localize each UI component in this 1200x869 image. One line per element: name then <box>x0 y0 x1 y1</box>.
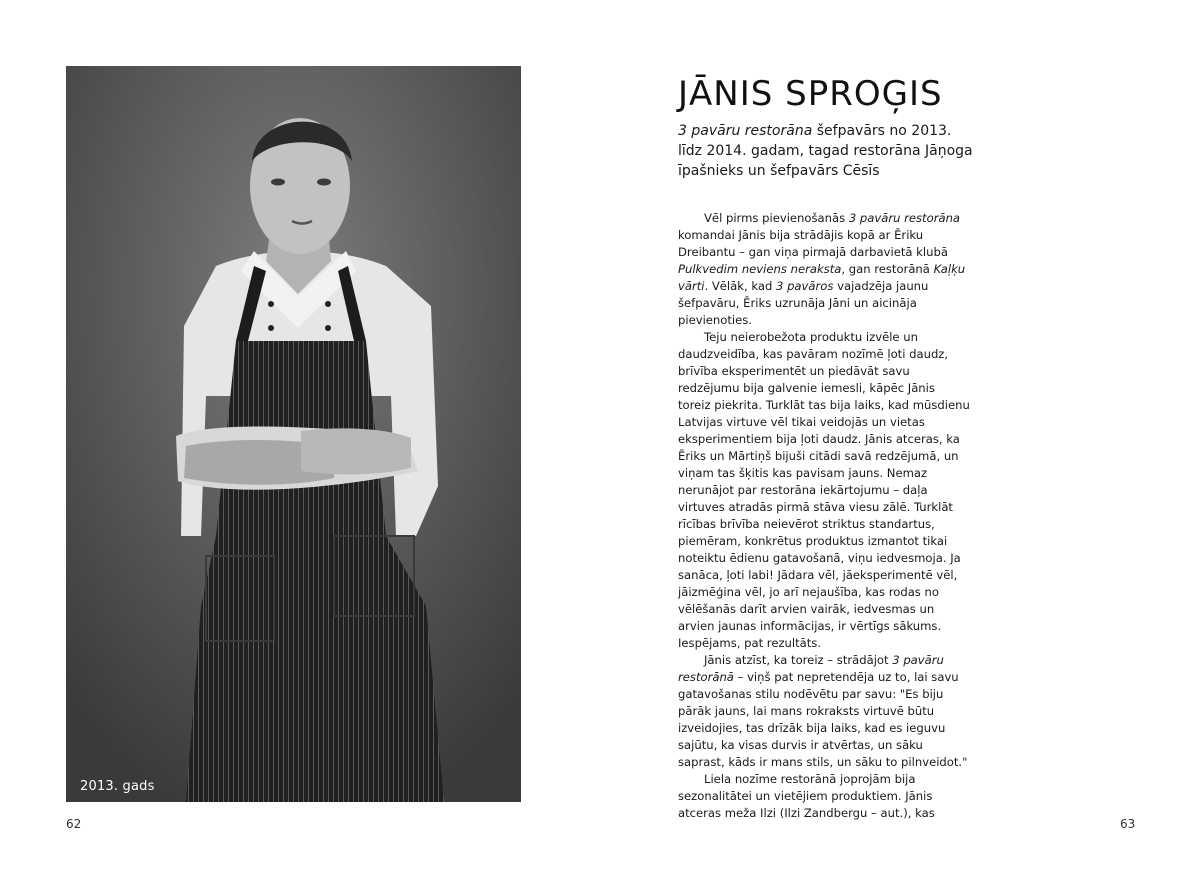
page-number-right: 63 <box>1120 817 1136 831</box>
paragraph <box>678 771 970 822</box>
paragraph-run: Jānis atzīst, ka toreiz – strādājot <box>704 653 893 667</box>
article-body <box>678 210 970 822</box>
paragraph-run: 3 pavāru restorāna <box>848 211 961 225</box>
paragraph-run: 3 pavāru restorānā <box>678 653 944 684</box>
paragraph <box>678 329 970 652</box>
paragraph <box>678 210 970 329</box>
chef-name-title: JĀNIS SPROĢIS <box>678 74 943 114</box>
chef-portrait-photo <box>66 66 521 802</box>
photo-caption: 2013. gads <box>80 779 155 794</box>
paragraph-run: 3 pavāros <box>776 279 834 293</box>
chef-subtitle <box>678 121 978 181</box>
paragraph-run: vajadzēja jaunu šefpavāru, Ēriks uzrunāja Jāni un aicināja pievienoties. <box>678 279 929 327</box>
paragraph-run: Vēl pirms pievienošanās <box>704 211 849 225</box>
paragraph-run: Pulkvedim neviens neraksta <box>678 262 842 276</box>
paragraph-run: , gan restorānā <box>841 262 934 276</box>
subtitle-run: 3 pavāru restorāna <box>678 123 813 139</box>
paragraph-run: Teju neierobežota produktu izvēle un daudzveidība, kas pavāram nozīmē ļoti daudz, brīvība eksperimentēt un piedāvāt savu redzējumu bija galvenie iemesli, kāpēc Jānis toreiz piekrita. Turklāt tas bija laiks, kad mūsdienu Latvijas virtuve vēl tikai veidojās un vietas eksperimentiem bija ļoti daudz. Jānis atceras, ka Ēriks un Mārtiņš bijuši citādi savā redzējumā, un viņam tas šķitis kas pavisam jauns. Nemaz nerunājot par restorāna iekārtojumu – daļa virtuves atradās pirmā stāva viesu zālē. Turklāt rīcības brīvība neievērot striktus standartus, piemēram, konkrētus produktus izmantot tikai noteiktu ēdienu gatavošanā, viņu iedvesmoja. Ja sanāca, ļoti labi! Jādara vēl, jāeksperimentē vēl, jāizmēģina vēl, jo arī nejaušība, kas rodas no vēlēšanās darīt arvien vairāk, iedvesmas un arvien jaunas informācijas, ir vērtīgs sākums. Iespējams, pat rezultāts. <box>678 330 970 650</box>
paragraph <box>678 652 970 771</box>
paragraph-run: – viņš pat nepretendēja uz to, lai savu gatavošanas stilu nodēvētu par savu: "Es biju pārāk jauns, lai mans rokraksts virtuvē būtu izveidojies, tas drīzāk bija laiks, kad es ieguvu sajūtu, ka visas durvis ir atvērtas, un sāku saprast, kāds ir mans stils, un sāku to pilnveidot." <box>678 670 968 769</box>
paragraph-run: . Vēlāk, kad <box>704 279 777 293</box>
paragraph-run: Liela nozīme restorānā joprojām bija sezonalitātei un vietējiem produktiem. Jānis atceras meža Ilzi (Ilzi Zandbergu – aut.), kas <box>678 772 935 820</box>
paragraph-run: Kaļķu vārti <box>678 262 966 293</box>
page-number-left: 62 <box>66 817 82 831</box>
subtitle-run: šefpavārs no 2013. līdz 2014. gadam, tagad restorāna Jāņoga īpašnieks un šefpavārs Cēsīs <box>678 123 973 179</box>
chef-illustration <box>66 66 521 802</box>
paragraph-run: komandai Jānis bija strādājis kopā ar Ēriku Dreibantu – gan viņa pirmajā darbavietā klubā <box>678 228 948 259</box>
